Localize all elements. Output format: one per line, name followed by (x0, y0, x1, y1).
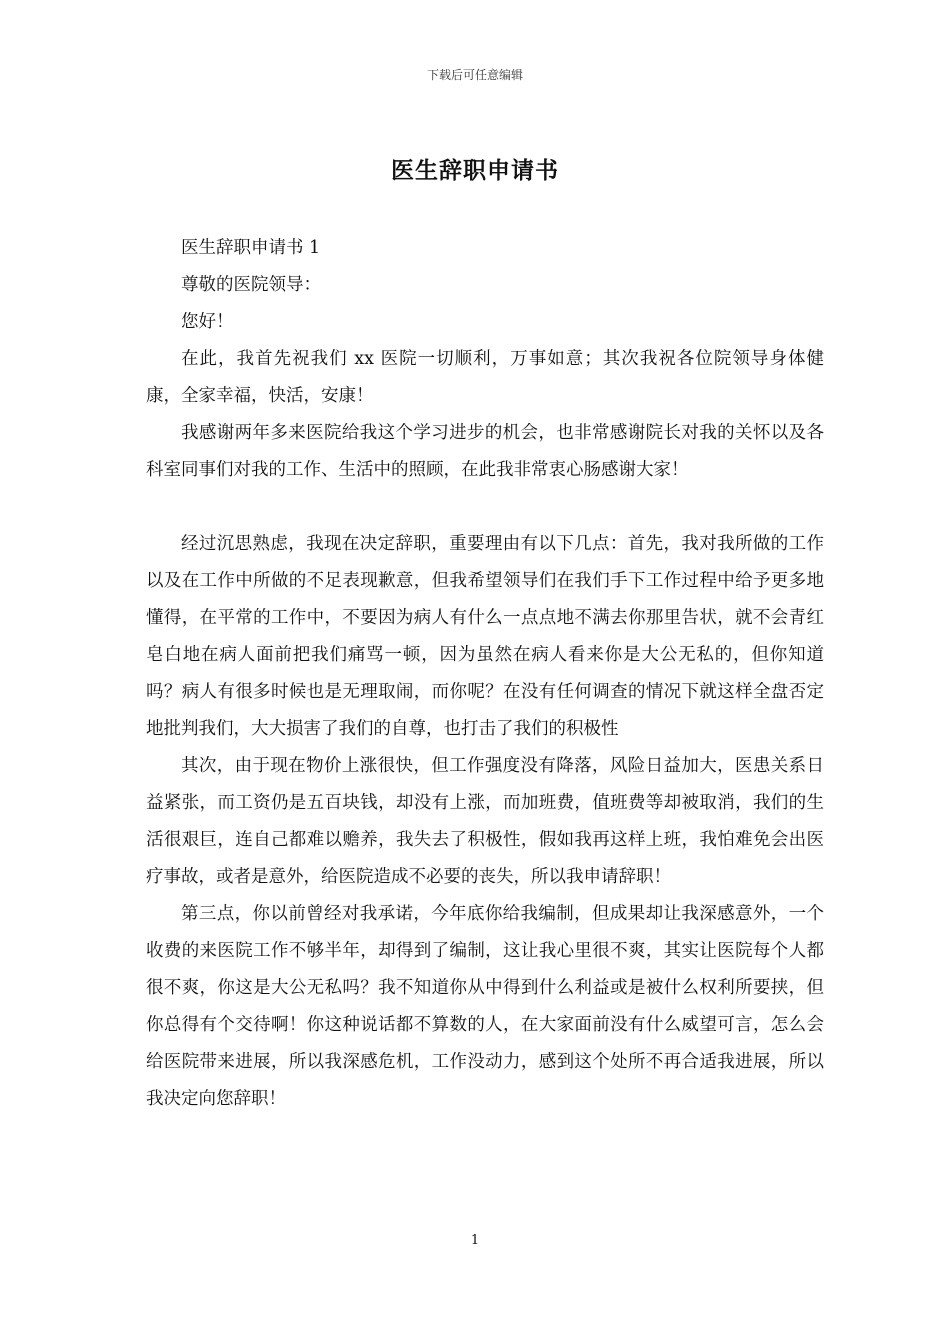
body-paragraph: 第三点，你以前曾经对我承诺，今年底你给我编制，但成果却让我深感意外，一个收费的来医院工作不够半年，却得到了编制，这让我心里很不爽，其实让医院每个人都很不爽，你这是大公无私吗？我不知道你从中得到什么利益或是被什么权利所要挟，但你总得有个交待啊！你这种说话都不算数的人，在大家面前没有什么威望可言，怎么会给医院带来进展，所以我深感危机，工作没动力，感到这个处所不再合适我进展，所以我决定向您辞职！ (146, 904, 824, 1109)
body-paragraph: 其次，由于现在物价上涨很快，但工作强度没有降落，风险日益加大，医患关系日益紧张，而工资仍是五百块钱，却没有上涨，而加班费，值班费等却被取消，我们的生活很艰巨，连自己都难以赡养，我失去了积极性，假如我再这样上班，我怕难免会出医疗事故，或者是意外，给医院造成不必要的丧失，所以我申请辞职！ (146, 756, 824, 887)
subtitle-paragraph: 医生辞职申请书 1 (181, 238, 321, 258)
header-note: 下载后可任意编辑 (426, 68, 523, 82)
blank-line (146, 489, 824, 526)
document-title: 医生辞职申请书 (391, 157, 559, 184)
document-body (146, 230, 824, 1118)
greeting-paragraph: 您好！ (181, 312, 234, 332)
body-paragraph: 在此，我首先祝我们 xx 医院一切顺利，万事如意；其次我祝各位院领导身体健康，全家幸福，快活，安康！ (146, 349, 824, 406)
body-paragraph: 经过沉思熟虑，我现在决定辞职，重要理由有以下几点：首先，我对我所做的工作以及在工作中所做的不足表现歉意，但我希望领导们在我们手下工作过程中给予更多地懂得，在平常的工作中，不要因为病人有什么一点点地不满去你那里告状，就不会青红皂白地在病人面前把我们痛骂一顿，因为虽然在病人看来你是大公无私的，但你知道吗？病人有很多时候也是无理取闹，而你呢？在没有任何调查的情况下就这样全盘否定地批判我们，大大损害了我们的自尊，也打击了我们的积极性 (146, 534, 824, 739)
page-number: 1 (470, 1233, 480, 1248)
body-paragraph: 我感谢两年多来医院给我这个学习进步的机会，也非常感谢院长对我的关怀以及各科室同事们对我的工作、生活中的照顾，在此我非常衷心肠感谢大家！ (146, 423, 824, 480)
salutation-paragraph: 尊敬的医院领导： (181, 275, 321, 295)
